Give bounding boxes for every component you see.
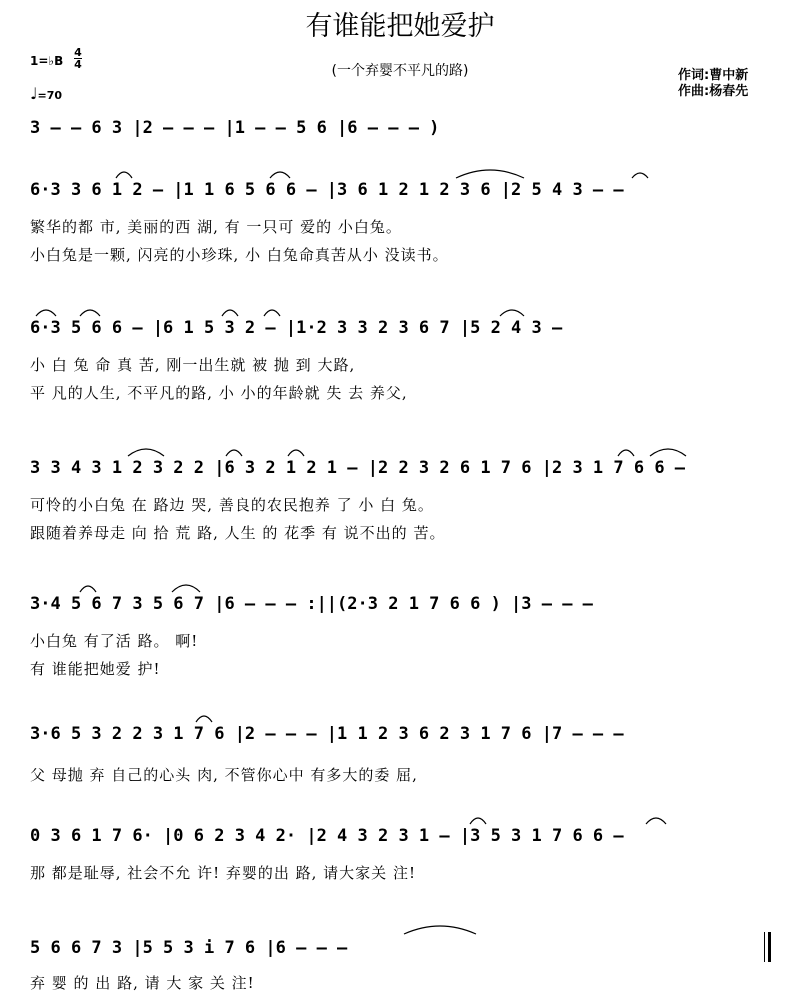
lyrics-verse-2: 跟随着养母走 向 拾 荒 路, 人生 的 花季 有 说不出的 苦。 xyxy=(30,524,446,542)
time-signature-top: 4 xyxy=(74,46,82,59)
page-title: 有谁能把她爱护 xyxy=(305,11,495,42)
composer-credit: 作曲:杨春先 xyxy=(678,84,749,99)
lyricist-credit: 作词:曹中新 xyxy=(678,68,749,83)
notation-line: 3·4 5 6 7 3 5 6 7 |6 – – – :||(2·3 2 1 7 6 6 ) |3 – – – xyxy=(30,594,593,614)
lyrics-verse-1: 小 白 兔 命 真 苦, 刚一出生就 被 抛 到 大路, xyxy=(30,356,356,374)
notation-line: 0 3 6 1 7 6· |0 6 2 3 4 2· |2 4 3 2 3 1 – |3 5 3 1 7 6 6 – xyxy=(30,826,624,846)
notation-line: 6·3 3 6 1 2 – |1 1 6 5 6 6 – |3 6 1 2 1 2 3 6 |2 5 4 3 – – xyxy=(30,180,624,200)
lyrics-verse-2: 平 凡的人生, 不平凡的路, 小 小的年龄就 失 去 养父, xyxy=(30,384,408,402)
subtitle: (一个弃婴不平凡的路) xyxy=(331,63,469,79)
lyrics-verse-1: 父 母抛 弃 自己的心头 肉, 不管你心中 有多大的委 屈, xyxy=(30,766,418,784)
time-signature-bottom: 4 xyxy=(74,58,82,71)
notation-line: 3 3 4 3 1 2 3 2 2 |6 3 2 1 2 1 – |2 2 3 2 6 1 7 6 |2 3 1 7 6 6 – xyxy=(30,458,686,478)
lyrics-verse-2: 小白兔是一颗, 闪亮的小珍珠, 小 白兔命真苦从小 没读书。 xyxy=(30,246,449,264)
notation-line: 3·6 5 3 2 2 3 1 7 6 |2 – – – |1 1 2 3 6 2 3 1 7 6 |7 – – – xyxy=(30,724,624,744)
time-signature xyxy=(74,47,82,70)
lyrics-verse-1: 小白兔 有了活 路。 啊! xyxy=(30,632,199,650)
lyrics-verse-1: 那 都是耻辱, 社会不允 许! 弃婴的出 路, 请大家关 注! xyxy=(30,864,416,882)
quarter-note-icon: ♩ xyxy=(30,84,38,103)
notation-line: 5 6 6 7 3 |5 5 3 i 7 6 |6 – – – xyxy=(30,938,348,958)
final-barline xyxy=(764,932,771,962)
lyrics-verse-1: 弃 婴 的 出 路, 请 大 家 关 注! xyxy=(30,974,255,992)
slur-marks xyxy=(0,920,800,940)
key-signature: 1=♭B xyxy=(30,54,64,68)
notation-line: 6·3 5 6 6 – |6 1 5 3 2 – |1·2 3 3 2 3 6 7 |5 2 4 3 – xyxy=(30,318,563,338)
lyrics-verse-1: 可怜的小白兔 在 路边 哭, 善良的农民抱养 了 小 白 兔。 xyxy=(30,496,434,514)
lyrics-verse-2: 有 谁能把她爱 护! xyxy=(30,660,161,678)
tempo-value: =70 xyxy=(37,89,63,102)
notation-line: 3 – – 6 3 |2 – – – |1 – – 5 6 |6 – – – ) xyxy=(30,118,440,138)
lyrics-verse-1: 繁华的都 市, 美丽的西 湖, 有 一只可 爱的 小白兔。 xyxy=(30,218,402,236)
tempo-marking xyxy=(30,84,62,103)
